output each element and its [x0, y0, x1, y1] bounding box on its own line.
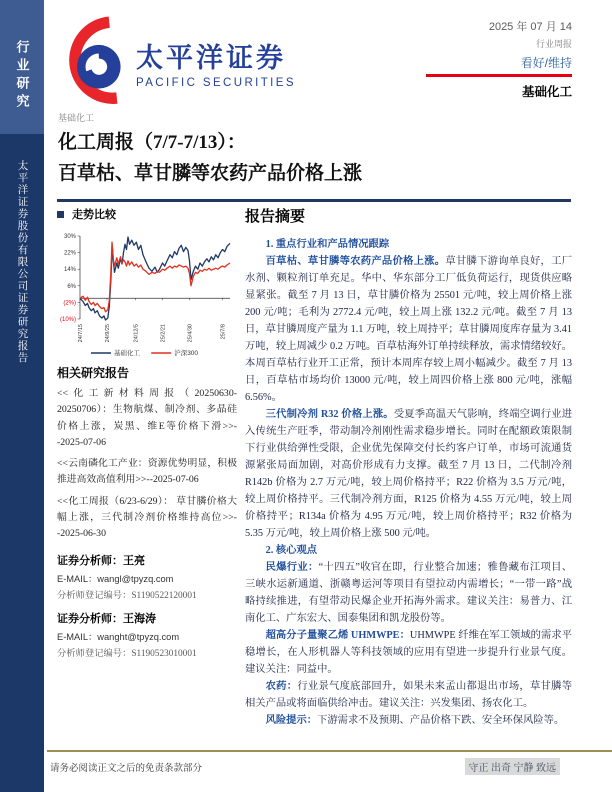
header-meta — [426, 18, 572, 100]
pacific-securities-logo-icon — [58, 14, 132, 110]
left-column — [57, 206, 237, 659]
svg-text:24/7/15: 24/7/15 — [78, 324, 84, 343]
analyst-registration: 分析师登记编号：S1190522120001 — [57, 590, 197, 601]
paragraph-lead: 1. 重点行业和产品情况跟踪 — [265, 239, 390, 250]
analyst-block — [57, 610, 237, 659]
analyst-email: E-MAIL：wanght@tpyzq.com — [57, 631, 180, 642]
paragraph-body: 受夏季高温天气影响，终端空调行业进入传统生产旺季，带动制冷剂刚性需求稳步增长。同时在配额政策限制下行业供给弹性受限，企业优先保障交付长约客户订单，市场可流通货源紧张局面加剧，对高价形成有力支撑。截至 7 月 13 日，二代制冷剂 R142b 价格为 2.7 万元/吨，较上周价格持平；R22 价格为 3.5 万元/吨，较上周价格持平。三代制冷剂方面，R125 价格为 4.55 万元/吨，较上周价格持平；R134a 价格为 4.95 万元/吨，较上周价格持平；R32 价格为 5.35 万元/吨，较上周价格上涨 500 元/吨。 — [245, 409, 573, 539]
paragraph-lead: 风险提示： — [265, 715, 318, 726]
industry-eyebrow: 基础化工 — [58, 113, 95, 123]
summary-paragraph — [245, 559, 572, 627]
paragraph-body: 草甘膦下游询单良好，工厂水剂、颗粒剂订单充足。华中、华东部分工厂低负荷运行，现货供应略显紧张。截至 7 月 13 日，草甘膦价格为 25501 元/吨，较上周价格上涨 200 元/吨；毛利为 2772.4 元/吨，较上周上涨 132.2 元/吨。截至 7 月 13 日，草甘膦周度产量为 1.1 万吨，较上周持平；草甘膦周度库存量为 3.41 万吨，较上周减少 0.2 万吨。百草枯海外订单持续释放，需求情绪较好。本周百草枯行业开工正常，预计本周库存较上周小幅减少。截至 7 月 13 日，百草枯市场均价 13000 元/吨，较上周四价格上涨 800 元/吨，涨幅 6.56%。 — [245, 256, 573, 403]
navy-divider — [57, 199, 571, 202]
summary-body — [245, 236, 572, 729]
related-reports-title: 相关研究报告 — [57, 366, 130, 380]
report-date: 2025 年 07 月 14 — [488, 21, 572, 33]
logo-wordmark — [136, 36, 296, 89]
trend-section-title: 走势比较 — [72, 209, 116, 221]
paragraph-lead: 三代制冷剂 R32 价格上涨。 — [265, 409, 394, 420]
analyst-name: 证券分析师：王海涛 — [57, 612, 156, 625]
title-line-1: 化工周报（7/7-7/13）： — [58, 132, 246, 153]
square-bullet-icon — [57, 211, 64, 218]
summary-paragraph — [245, 627, 572, 678]
svg-text:30%: 30% — [63, 234, 76, 240]
industry-name: 基础化工 — [521, 85, 572, 99]
summary-paragraph — [245, 542, 572, 559]
footer-disclaimer: 请务必阅读正文之后的免责条款部分 — [50, 764, 203, 774]
summary-paragraph — [245, 678, 572, 712]
summary-paragraph — [245, 253, 572, 406]
summary-paragraph — [245, 406, 572, 542]
paragraph-body: “十四五”收官在即，行业整合加速；雅鲁藏布江项目、三峡水运新通道、浙赣粤运河等项目有望拉动内需增长；“一带一路”战略持续推进，有望带动民爆企业开拓海外需求。建议关注：易普力、江南化工、广东宏大、国泰集团和凯龙股份等。 — [245, 562, 573, 624]
paragraph-lead: 农药： — [265, 681, 298, 692]
title-line-2: 百草枯、草甘膦等农药产品价格上涨 — [58, 163, 363, 184]
svg-text:25/4/30: 25/4/30 — [187, 324, 194, 343]
report-type-label: 行业周报 — [535, 39, 572, 49]
company-logo — [58, 14, 296, 110]
logo-name-cn: 太平洋证券 — [136, 42, 286, 73]
industry-rating: 看好/维持 — [520, 56, 572, 70]
report-title — [58, 127, 572, 189]
svg-text:25/2/21: 25/2/21 — [160, 324, 167, 343]
paragraph-lead: 民爆行业： — [265, 562, 319, 573]
svg-text:25/7/8: 25/7/8 — [220, 324, 227, 340]
footer-motto: 守正 出奇 宁静 致远 — [465, 758, 561, 775]
analyst-block — [57, 552, 237, 601]
paragraph-body: 行业景气度底部回升，如果未来孟山都退出市场，草甘膦等相关产品或将面临供给冲击。建议关注：兴发集团、扬农化工。 — [245, 681, 573, 709]
analyst-name: 证券分析师：王亮 — [57, 554, 145, 567]
svg-text:(10%): (10%) — [59, 317, 76, 323]
summary-paragraph — [245, 712, 572, 729]
sidebar-industry-research-label: 行业研究 — [14, 40, 30, 112]
related-report-item: <<化工周报（6/23-6/29）： 草甘膦价格大幅上涨，三代制冷剂价格维持高位>>--2025-06-30 — [57, 495, 237, 540]
analyst-email: E-MAIL：wangl@tpyzq.com — [57, 573, 174, 584]
svg-text:24/9/25: 24/9/25 — [105, 324, 111, 343]
summary-column — [245, 205, 572, 729]
trend-comparison-chart — [57, 226, 235, 358]
related-report-item: <<化工新材料周报（20250630-20250706）：生物航煤、制冷剂、多晶硅价格上涨，炭黑、维E等价格下滑>>--2025-07-06 — [57, 388, 237, 448]
svg-text:24/12/5: 24/12/5 — [133, 324, 140, 343]
paragraph-lead: 2. 核心观点 — [265, 545, 318, 556]
related-report-item: <<云南磷化工产业：资源优势明显，积极推进高效高值利用>>--2025-07-06 — [57, 458, 237, 486]
summary-paragraph — [245, 236, 572, 253]
trend-section-header — [57, 206, 237, 222]
summary-title: 报告摘要 — [245, 209, 306, 225]
sidebar-top-band — [0, 0, 44, 134]
red-divider — [426, 74, 572, 77]
logo-name-en: PACIFIC SECURITIES — [136, 76, 296, 89]
sidebar-bottom-band — [0, 134, 44, 792]
gold-divider — [47, 750, 612, 752]
analyst-registration: 分析师登记编号：S1190523010001 — [57, 648, 197, 659]
sidebar-company-label: 太平洋证券股份有限公司证券研究报告 — [16, 160, 28, 364]
svg-text:22%: 22% — [63, 250, 76, 257]
svg-text:6%: 6% — [67, 283, 76, 290]
paragraph-body: 下游需求不及预期、产品价格下跌、安全环保风险等。 — [317, 715, 565, 726]
paragraph-body: UHMWPE 纤维在军工领域的需求平稳增长，在人形机器人等科技领域的应用有望进一步提升行业景气度。建议关注：同益中。 — [245, 630, 572, 675]
svg-text:(2%): (2%) — [63, 300, 76, 307]
svg-text:14%: 14% — [63, 267, 76, 274]
paragraph-lead: 百草枯、草甘膦等农药产品价格上涨。 — [265, 256, 446, 267]
svg-text:沪深300: 沪深300 — [174, 350, 199, 358]
svg-text:基础化工: 基础化工 — [114, 350, 140, 358]
paragraph-lead: 超高分子量聚乙烯 UHMWPE： — [265, 630, 410, 641]
